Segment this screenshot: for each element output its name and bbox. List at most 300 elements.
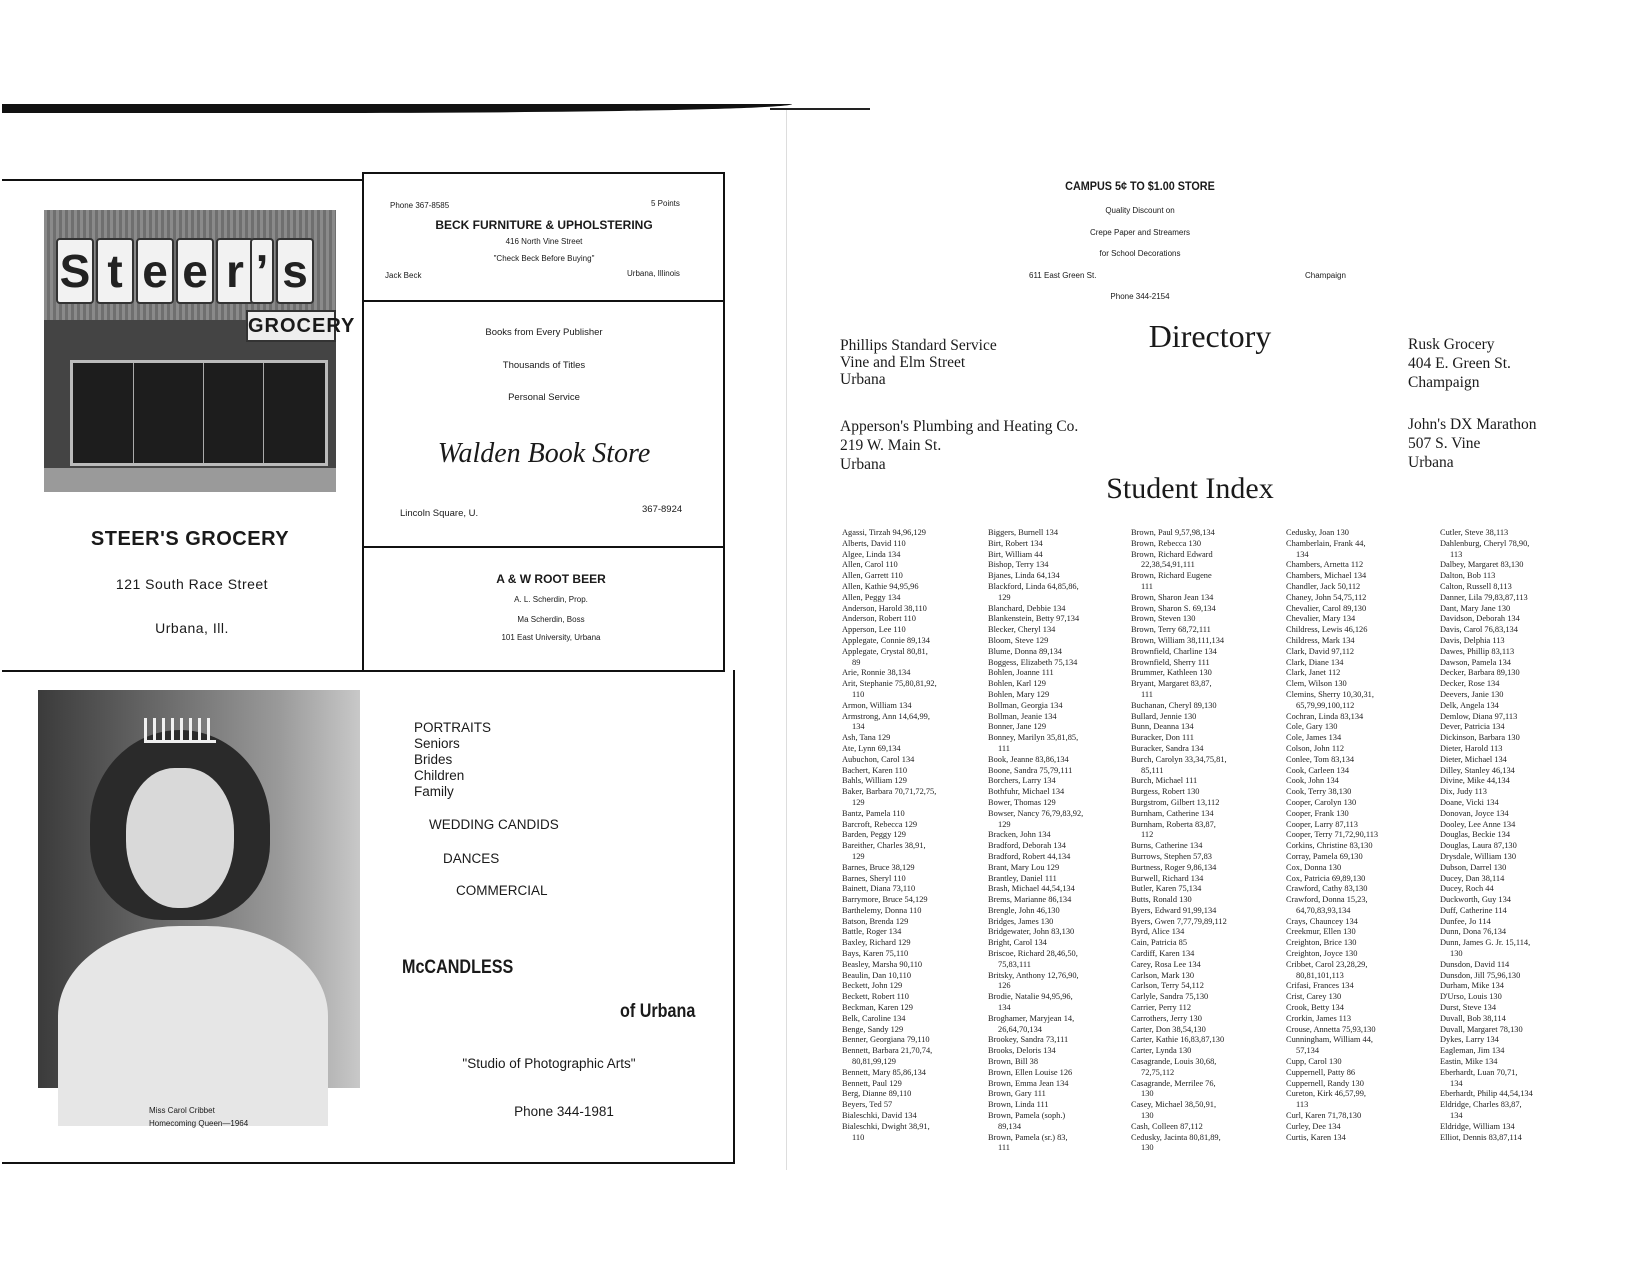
index-entry: Bonner, Jane 129 (988, 722, 1047, 732)
rusk-listing (1408, 335, 1511, 392)
walden-name: Walden Book Store (437, 438, 651, 469)
aw-boss: Ma Scherdin, Boss (517, 615, 585, 624)
index-entry: Bachert, Karen 110 (842, 765, 908, 775)
listing-line: 404 E. Green St. (1408, 355, 1511, 372)
walden-line2: Thousands of Titles (502, 360, 586, 371)
index-entry: 130 (1141, 1111, 1154, 1121)
index-entry: Cuppernell, Patty 86 (1286, 1067, 1356, 1077)
index-entry: Dickinson, Barbara 130 (1440, 733, 1520, 743)
student-index-title: Student Index (1106, 472, 1274, 505)
index-entry: Brown, Gary 111 (988, 1089, 1046, 1099)
index-entry: Dubson, Darrel 130 (1440, 862, 1507, 872)
index-entry: Dunsdon, David 114 (1440, 959, 1510, 969)
beck-slogan: "Check Beck Before Buying" (493, 254, 595, 263)
walden-line3: Personal Service (508, 392, 580, 403)
index-entry: 113 (1296, 1100, 1309, 1110)
ad-border (362, 300, 725, 302)
index-entry: Brookey, Sandra 73,111 (988, 1035, 1069, 1045)
index-entry: Barnes, Sheryl 110 (842, 873, 906, 883)
index-entry: Brown, Rebecca 130 (1131, 538, 1202, 548)
index-entry: Cole, James 134 (1286, 733, 1342, 743)
steers-sign (44, 210, 336, 320)
index-entry: Crist, Carey 130 (1286, 992, 1342, 1002)
index-entry: 57,134 (1296, 1046, 1320, 1056)
index-entry: Cox, Patricia 69,89,130 (1286, 873, 1366, 883)
aw-prop: A. L. Scherdin, Prop. (514, 595, 588, 604)
index-entry: Brown, Linda 111 (988, 1100, 1049, 1110)
index-entry: Brown, Sharon Jean 134 (1131, 592, 1214, 602)
index-entry: Buracker, Sandra 134 (1131, 743, 1204, 753)
index-entry: 134 (1450, 1111, 1463, 1121)
index-entry: Bishop, Terry 134 (988, 560, 1049, 570)
queen-caption-name: Miss Carol Cribbet (149, 1106, 215, 1115)
apperson-listing (840, 417, 1078, 474)
index-entry: Batson, Brenda 129 (842, 916, 909, 926)
index-entry: Benner, Georgiana 79,110 (842, 1035, 930, 1045)
index-entry: Arie, Ronnie 38,134 (842, 668, 911, 678)
index-entry: Dunn, James G. Jr. 15,114, (1440, 938, 1531, 948)
index-entry: Bialeschki, Dwight 38,91, (842, 1121, 930, 1131)
sign-letter: e (176, 238, 214, 304)
index-entry: 80,81,101,113 (1296, 970, 1344, 980)
index-entry: Barthelemy, Donna 110 (842, 905, 922, 915)
index-entry: Broghamer, Maryjean 14, (988, 1013, 1075, 1023)
index-entry: 75,83,111 (998, 959, 1031, 969)
index-entry: D'Urso, Louis 130 (1440, 992, 1502, 1002)
scan-edge-thin (770, 108, 870, 110)
index-entry: Bays, Karen 75,110 (842, 949, 909, 959)
index-entry: Book, Jeanne 83,86,134 (988, 754, 1069, 764)
index-entry: Brown, Paul 9,57,98,134 (1131, 528, 1215, 537)
listing-line: John's DX Marathon (1408, 416, 1537, 433)
listing-line: Champaign (1408, 374, 1480, 391)
index-entry: Bradford, Deborah 134 (988, 841, 1066, 851)
index-entry: Duff, Catherine 114 (1440, 905, 1507, 915)
index-entry: Barrymore, Bruce 54,129 (842, 895, 928, 905)
index-entry: Boggess, Elizabeth 75,134 (988, 657, 1078, 667)
index-entry: 72,75,112 (1141, 1067, 1175, 1077)
index-entry: Curl, Karen 71,78,130 (1286, 1111, 1362, 1121)
index-entry: 89,134 (998, 1121, 1022, 1131)
index-entry: Dalbey, Margaret 83,130 (1440, 560, 1524, 570)
index-entry: Belk, Caroline 134 (842, 1013, 906, 1023)
index-entry: Applegate, Connie 89,134 (842, 635, 930, 645)
index-entry: Cupp, Carol 130 (1286, 1057, 1342, 1067)
index-entry: Clem, Wilson 130 (1286, 679, 1347, 689)
index-entry: Birt, Robert 134 (988, 538, 1043, 548)
index-entry: 134 (852, 722, 865, 732)
listing-line: Urbana (840, 371, 886, 388)
johns-listing (1408, 415, 1537, 472)
index-entry: Baker, Barbara 70,71,72,75, (842, 787, 937, 797)
index-entry: Cox, Donna 130 (1286, 862, 1342, 872)
index-entry: Bloom, Steve 129 (988, 635, 1049, 645)
index-entry: Bowser, Nancy 76,79,83,92, (988, 808, 1084, 818)
index-entry: Clark, Janet 112 (1286, 668, 1341, 678)
index-entry: Demlow, Diana 97,113 (1440, 711, 1518, 721)
index-entry: Berg, Dianne 89,110 (842, 1089, 912, 1099)
sign-letter: S (56, 238, 94, 304)
index-entry: Buracker, Don 111 (1131, 733, 1194, 743)
index-entry: Burgstrom, Gilbert 13,112 (1131, 797, 1220, 807)
index-entry: Crouse, Annetta 75,93,130 (1286, 1024, 1376, 1034)
index-entry: 129 (998, 819, 1011, 829)
service-item: PORTRAITS (414, 720, 492, 735)
index-entry: Douglas, Laura 87,130 (1440, 841, 1517, 851)
index-entry: Calton, Russell 8,113 (1440, 581, 1512, 591)
index-entry: Chandler, Jack 50,112 (1286, 581, 1361, 591)
index-entry: 129 (852, 797, 865, 807)
index-entry: Dieter, Michael 134 (1440, 754, 1507, 764)
index-entry: Bainett, Diana 73,110 (842, 884, 916, 894)
index-entry: Crifasi, Frances 134 (1286, 981, 1354, 991)
index-entry: Dooley, Lee Anne 134 (1440, 819, 1516, 829)
index-entry: Cochran, Linda 83,134 (1286, 711, 1364, 721)
index-entry: Creighton, Joyce 130 (1286, 949, 1358, 959)
listing-line: Phillips Standard Service (840, 337, 997, 354)
index-entry: Davis, Delphia 113 (1440, 635, 1505, 645)
sign-letter: e (136, 238, 174, 304)
index-entry: Baxley, Richard 129 (842, 938, 911, 948)
index-entry: Childress, Lewis 46,126 (1286, 625, 1368, 635)
index-entry: Carlyle, Sandra 75,130 (1131, 992, 1209, 1002)
ad-border (2, 179, 363, 181)
ad-border (2, 670, 725, 672)
index-entry: 130 (1450, 949, 1463, 959)
index-entry: Crook, Betty 134 (1286, 1003, 1344, 1013)
steers-storefront-photo (44, 210, 356, 492)
index-entry: Allen, Peggy 134 (842, 592, 901, 602)
index-entry: Dieter, Harold 113 (1440, 743, 1503, 753)
index-entry: Creekmur, Ellen 130 (1286, 927, 1356, 937)
index-entry: Bennett, Barbara 21,70,74, (842, 1046, 933, 1056)
index-entry: Decker, Barbara 89,130 (1440, 668, 1520, 678)
index-entry: Divine, Mike 44,134 (1440, 776, 1510, 786)
index-entry: 134 (1296, 549, 1309, 559)
index-entry: Apperson, Lee 110 (842, 625, 906, 635)
index-entry: Brems, Marianne 86,134 (988, 895, 1072, 905)
index-entry: Cribbet, Carol 23,28,29, (1286, 959, 1368, 969)
index-entry: Blanchard, Debbie 134 (988, 603, 1066, 613)
mccandless-dances: DANCES (443, 851, 500, 866)
index-entry: Bollman, Georgia 134 (988, 700, 1063, 710)
index-entry: Cain, Patricia 85 (1131, 938, 1188, 948)
index-entry: Doane, Vicki 134 (1440, 797, 1499, 807)
index-entry: Brown, Terry 68,72,111 (1131, 625, 1211, 635)
index-column (1286, 528, 1434, 1143)
ad-border (362, 172, 725, 174)
index-entry: Battle, Roger 134 (842, 927, 902, 937)
index-entry: Cooper, Larry 87,113 (1286, 819, 1358, 829)
index-entry: Dykes, Larry 134 (1440, 1035, 1499, 1045)
sign-letter: t (96, 238, 134, 304)
index-entry: Burtness, Roger 9,86,134 (1131, 862, 1217, 872)
index-entry: 129 (852, 851, 865, 861)
index-entry: Bohlen, Mary 129 (988, 689, 1050, 699)
index-entry: Eberhardt, Luan 70,71, (1440, 1067, 1518, 1077)
listing-line: Rusk Grocery (1408, 336, 1495, 353)
ad-border (2, 1162, 735, 1164)
index-entry: 111 (1141, 581, 1153, 591)
index-entry: Carter, Don 38,54,130 (1131, 1024, 1206, 1034)
index-entry: Curley, Dee 134 (1286, 1121, 1341, 1131)
index-column (842, 528, 990, 1143)
homecoming-queen-photo (38, 690, 360, 1088)
mccandless-name: McCANDLESS (402, 957, 514, 978)
index-entry: Bohlen, Joanne 111 (988, 668, 1054, 678)
index-entry: Blecker, Cheryl 134 (988, 625, 1056, 635)
listing-line: Urbana (840, 456, 886, 473)
index-entry: Cutler, Steve 38,113 (1440, 528, 1509, 537)
index-entry: Deevers, Janie 130 (1440, 689, 1504, 699)
service-item: Brides (414, 752, 453, 767)
index-entry: Childress, Mark 134 (1286, 635, 1355, 645)
index-entry: Dawson, Pamela 134 (1440, 657, 1511, 667)
index-entry: Crays, Chauncey 134 (1286, 916, 1358, 926)
index-entry: Davidson, Deborah 134 (1440, 614, 1520, 624)
index-entry: Cooper, Carolyn 130 (1286, 797, 1357, 807)
index-entry: Brown, Bill 38 (988, 1057, 1039, 1067)
listing-line: 219 W. Main St. (840, 437, 942, 454)
index-entry: Borchers, Larry 134 (988, 776, 1056, 786)
index-entry: Chevalier, Carol 89,130 (1286, 603, 1367, 613)
index-entry: Byers, Edward 91,99,134 (1131, 905, 1217, 915)
index-entry: Cunningham, William 44, (1286, 1035, 1373, 1045)
steers-address: 121 South Race Street (115, 576, 269, 592)
index-entry: Biggers, Burnell 134 (988, 528, 1059, 537)
beck-name: BECK FURNITURE & UPHOLSTERING (435, 218, 653, 232)
sign-letter: s (276, 238, 314, 304)
index-entry: Dix, Judy 113 (1440, 787, 1487, 797)
index-entry: Agassi, Tirzah 94,96,129 (842, 528, 926, 537)
walden-location: Lincoln Square, U. (400, 508, 479, 519)
beck-city: Urbana, Illinois (627, 269, 680, 278)
index-entry: Carlson, Mark 130 (1131, 970, 1195, 980)
index-entry: Crawford, Cathy 83,130 (1286, 884, 1368, 894)
index-entry: Dahlenburg, Cheryl 78,90, (1440, 538, 1530, 548)
beck-phone: Phone 367-8585 (390, 201, 450, 210)
index-entry: Brown, Sharon S. 69,134 (1131, 603, 1216, 613)
index-entry: Ash, Tana 129 (842, 733, 891, 743)
beck-contact: Jack Beck (385, 271, 422, 280)
index-entry: Anderson, Harold 38,110 (842, 603, 927, 613)
index-entry: Crorkin, James 113 (1286, 1013, 1352, 1023)
index-entry: Cook, Carleen 134 (1286, 765, 1350, 775)
index-entry: Carter, Kathie 16,83,87,130 (1131, 1035, 1225, 1045)
index-entry: 89 (852, 657, 861, 667)
index-entry: Dever, Patricia 134 (1440, 722, 1505, 732)
index-entry: Bahls, William 129 (842, 776, 907, 786)
index-entry: Corray, Pamela 69,130 (1286, 851, 1363, 861)
index-entry: Bridges, James 130 (988, 916, 1054, 926)
index-entry: Brown, Ellen Louise 126 (988, 1067, 1073, 1077)
index-entry: Delk, Angela 134 (1440, 700, 1499, 710)
index-entry: Davis, Carol 76,83,134 (1440, 625, 1518, 635)
index-entry: Arit, Stephanie 75,80,81,92, (842, 679, 937, 689)
index-entry: 126 (998, 981, 1011, 991)
index-entry: 129 (998, 592, 1011, 602)
index-entry: 22,38,54,91,111 (1141, 560, 1195, 570)
index-entry: Chevalier, Mary 134 (1286, 614, 1356, 624)
index-entry: Ducey, Roch 44 (1440, 884, 1494, 894)
store-window (70, 360, 328, 466)
index-entry: Brash, Michael 44,54,134 (988, 884, 1075, 894)
index-entry: Bjanes, Linda 64,134 (988, 571, 1060, 581)
index-entry: Eldridge, William 134 (1440, 1121, 1515, 1131)
index-entry: Byrd, Alice 134 (1131, 927, 1185, 937)
campus-store-name: CAMPUS 5¢ TO $1.00 STORE (1065, 179, 1215, 193)
campus-line1: Quality Discount on (1105, 206, 1175, 215)
index-entry: 111 (1141, 689, 1153, 699)
index-entry: Butts, Ronald 130 (1131, 895, 1192, 905)
index-entry: Burnham, Catherine 134 (1131, 808, 1214, 818)
index-entry: Cardiff, Karen 134 (1131, 949, 1195, 959)
index-entry: Danner, Lila 79,83,87,113 (1440, 592, 1528, 602)
index-entry: Burch, Michael 111 (1131, 776, 1198, 786)
index-entry: Casey, Michael 38,50,91, (1131, 1100, 1217, 1110)
service-item: Seniors (414, 736, 460, 751)
aw-address: 101 East University, Urbana (501, 633, 601, 642)
directory-title: Directory (1148, 318, 1272, 354)
index-entry: Blume, Donna 89,134 (988, 646, 1062, 656)
index-entry: Alberts, David 110 (842, 538, 906, 548)
listing-line: 507 S. Vine (1408, 435, 1481, 452)
index-entry: Blankenstein, Betty 97,134 (988, 614, 1080, 624)
index-entry: Drysdale, William 130 (1440, 851, 1517, 861)
index-entry: Burrows, Stephen 57,83 (1131, 851, 1212, 861)
mccandless-candids: WEDDING CANDIDS (429, 817, 559, 832)
index-entry: Bohlen, Karl 129 (988, 679, 1046, 689)
index-entry: Allen, Kathie 94,95,96 (842, 581, 919, 591)
index-entry: Bracken, John 134 (988, 830, 1051, 840)
index-entry: Clark, David 97,112 (1286, 646, 1355, 656)
index-entry: Beaulin, Dan 10,110 (842, 970, 912, 980)
index-entry: Ducey, Dan 38,114 (1440, 873, 1505, 883)
index-entry: Burns, Catherine 134 (1131, 841, 1203, 851)
campus-phone: Phone 344-2154 (1110, 292, 1170, 301)
index-entry: Bower, Thomas 129 (988, 797, 1056, 807)
index-entry: Bonney, Marilyn 35,81,85, (988, 733, 1079, 743)
index-entry: 134 (998, 1003, 1011, 1013)
index-entry: Bantz, Pamela 110 (842, 808, 905, 818)
index-entry: Burnham, Roberta 83,87, (1131, 819, 1216, 829)
index-entry: Carlson, Terry 54,112 (1131, 981, 1204, 991)
index-entry: Carter, Lynda 130 (1131, 1046, 1192, 1056)
page-gutter (786, 110, 787, 1170)
index-entry: Bright, Carol 134 (988, 938, 1047, 948)
index-entry: Burwell, Richard 134 (1131, 873, 1204, 883)
index-entry: Brownfield, Sherry 111 (1131, 657, 1210, 667)
index-entry: Cook, Terry 38,130 (1286, 787, 1352, 797)
index-entry: Brant, Mary Lou 129 (988, 862, 1060, 872)
index-entry: Beckman, Karen 129 (842, 1003, 913, 1013)
index-entry: Barnes, Bruce 38,129 (842, 862, 915, 872)
index-entry: Beckett, Robert 110 (842, 992, 909, 1002)
index-entry: Allen, Garrett 110 (842, 571, 903, 581)
index-entry: Carrier, Perry 112 (1131, 1003, 1192, 1013)
index-entry: Bridgewater, John 83,130 (988, 927, 1075, 937)
index-entry: Cedusky, Jacinta 80,81,89, (1131, 1132, 1221, 1142)
index-entry: Dunn, Dona 76,134 (1440, 927, 1507, 937)
index-entry: 80,81,99,129 (852, 1057, 896, 1067)
index-entry: Brown, Pamela (sr.) 83, (988, 1132, 1068, 1142)
campus-address: 611 East Green St. (1029, 271, 1097, 280)
index-entry: Bennett, Mary 85,86,134 (842, 1067, 926, 1077)
index-column (988, 528, 1136, 1154)
index-entry: 85,111 (1141, 765, 1164, 775)
index-entry: 111 (998, 743, 1010, 753)
index-entry: Cuppernell, Randy 130 (1286, 1078, 1364, 1088)
index-entry: Eastin, Mike 134 (1440, 1057, 1498, 1067)
queen-caption-title: Homecoming Queen—1964 (149, 1119, 249, 1128)
index-entry: 130 (1141, 1143, 1154, 1153)
index-entry: 65,79,99,100,112 (1296, 700, 1355, 710)
index-entry: Conlee, Tom 83,134 (1286, 754, 1355, 764)
index-entry: Armstrong, Ann 14,64,99, (842, 711, 930, 721)
index-entry: Anderson, Robert 110 (842, 614, 916, 624)
index-entry: Duvall, Bob 38,114 (1440, 1013, 1506, 1023)
index-entry: Chaney, John 54,75,112 (1286, 592, 1367, 602)
index-entry: Creighton, Brice 130 (1286, 938, 1357, 948)
index-entry: Brown, Richard Eugene (1131, 571, 1212, 581)
index-entry: Carrothers, Jerry 130 (1131, 1013, 1202, 1023)
index-entry: Brooks, Deloris 134 (988, 1046, 1056, 1056)
index-entry: 110 (852, 689, 865, 699)
index-entry: Douglas, Beckie 134 (1440, 830, 1511, 840)
index-entry: Butler, Karen 75,134 (1131, 884, 1202, 894)
index-entry: Brown, Steven 130 (1131, 614, 1196, 624)
index-entry: Bennett, Paul 129 (842, 1078, 902, 1088)
index-entry: Brantley, Daniel 111 (988, 873, 1057, 883)
ad-border (733, 670, 735, 1164)
index-entry: Curtis, Karen 134 (1286, 1132, 1346, 1142)
index-entry: Applegate, Crystal 80,81, (842, 646, 928, 656)
index-entry: Dawes, Phillip 83,113 (1440, 646, 1515, 656)
index-entry: Bunn, Deanna 134 (1131, 722, 1194, 732)
mccandless-commercial: COMMERCIAL (456, 883, 548, 898)
beck-location-tag: 5 Points (651, 199, 680, 208)
index-entry: Armon, William 134 (842, 700, 912, 710)
index-entry: Cash, Colleen 87,112 (1131, 1121, 1203, 1131)
index-entry: Durham, Mike 134 (1440, 981, 1504, 991)
index-entry: Crawford, Donna 15,23, (1286, 895, 1368, 905)
listing-line: Urbana (1408, 454, 1454, 471)
index-entry: Dilley, Stanley 46,134 (1440, 765, 1515, 775)
index-entry: 112 (1141, 830, 1154, 840)
index-entry: Cole, Gary 130 (1286, 722, 1338, 732)
index-entry: Beckett, John 129 (842, 981, 903, 991)
index-entry: Elliot, Dennis 83,87,114 (1440, 1132, 1522, 1142)
index-entry: Boone, Sandra 75,79,111 (988, 765, 1073, 775)
campus-line2: Crepe Paper and Streamers (1089, 228, 1191, 237)
index-entry: Bollman, Jeanie 134 (988, 711, 1057, 721)
index-entry: Brummer, Kathleen 130 (1131, 668, 1212, 678)
index-entry: Buchanan, Cheryl 89,130 (1131, 700, 1217, 710)
sign-letter: ’ (250, 238, 274, 304)
beck-address: 416 North Vine Street (505, 237, 583, 246)
index-entry: Bradford, Robert 44,134 (988, 851, 1071, 861)
index-entry: Bothfuhr, Michael 134 (988, 787, 1065, 797)
index-entry: Aubuchon, Carol 134 (842, 754, 915, 764)
mccandless-of-urbana: of Urbana (620, 1001, 696, 1022)
index-entry: Bullard, Jennie 130 (1131, 711, 1197, 721)
service-item: Family (414, 784, 454, 799)
index-entry: Bareither, Charles 38,91, (842, 841, 926, 851)
index-entry: Casagrande, Merrilee 76, (1131, 1078, 1216, 1088)
index-entry: Brown, Pamela (soph.) (988, 1111, 1066, 1121)
index-entry: Dant, Mary Jane 130 (1440, 603, 1511, 613)
index-entry: Britsky, Anthony 12,76,90, (988, 970, 1079, 980)
